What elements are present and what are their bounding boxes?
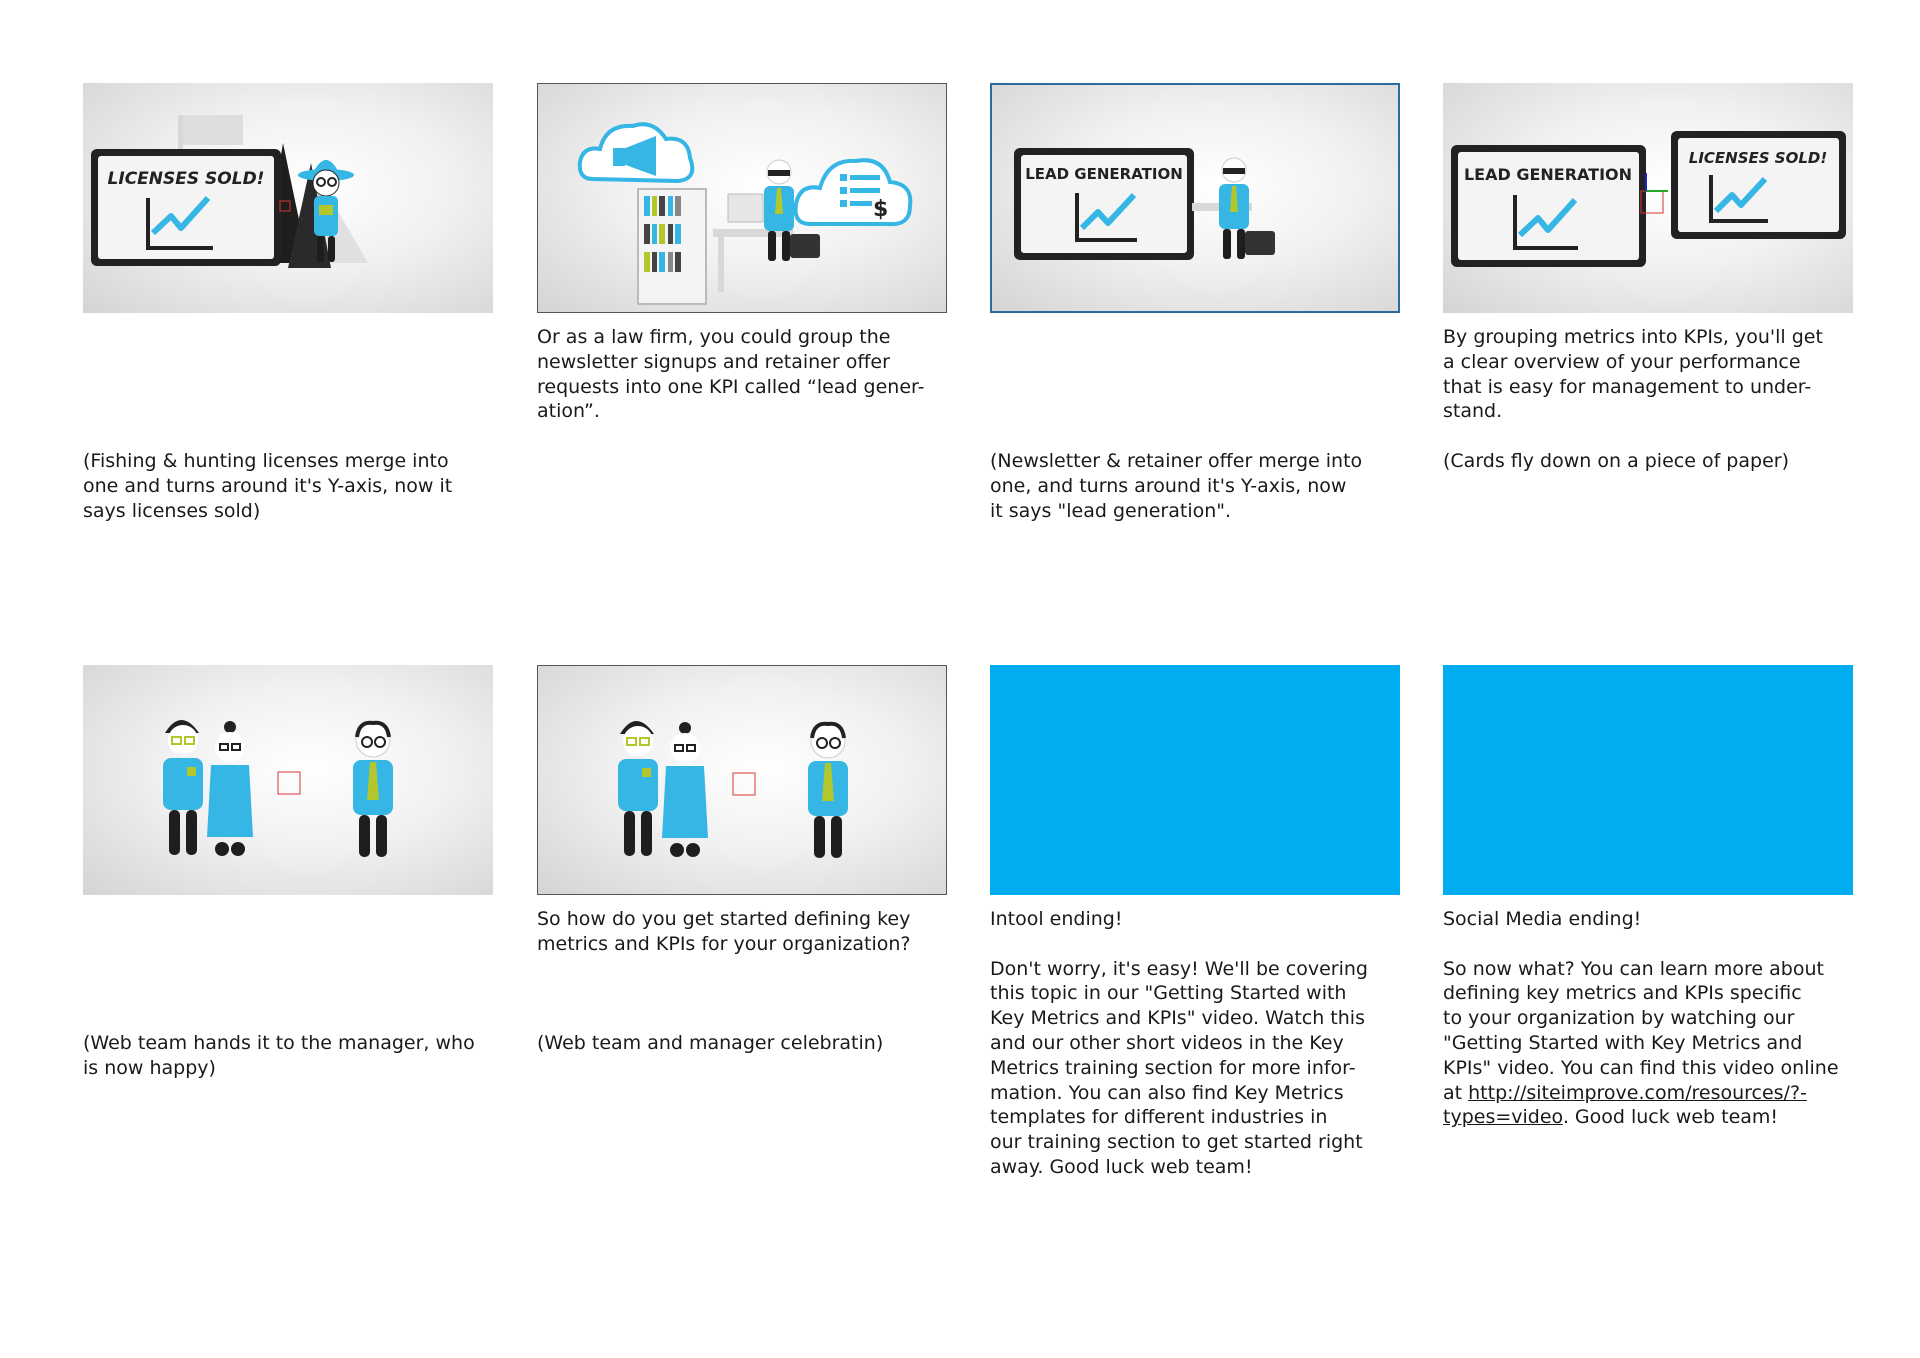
panel-direction: (Fishing & hunting licenses merge into one and turns around it's Y-axis, now it says licenses sold) — [83, 450, 453, 522]
storyboard-panel-2 — [537, 83, 947, 423]
panel-caption: By grouping metrics into KPIs, you'll get a clear overview of your performance that is easy for management to under- stand. — [1443, 326, 1823, 423]
storyboard-panel-6 — [537, 665, 947, 1054]
storyboard-panel-8 — [1443, 665, 1853, 1129]
storyboard-panel-5 — [83, 665, 493, 1079]
frame-lead-generation — [990, 83, 1400, 313]
frame-two-kpi-boards — [1443, 83, 1853, 313]
two-kpi-boards-illustration — [1443, 83, 1853, 313]
storyboard-panel-4 — [1443, 83, 1853, 472]
panel-direction: (Web team and manager celebratin) — [537, 1032, 884, 1054]
panel-direction: (Web team hands it to the manager, who is now happy) — [83, 1032, 475, 1079]
board-title-right: LICENSES SOLD! — [1688, 149, 1828, 167]
svg-text:$: $ — [873, 197, 889, 222]
board-title: LICENSES SOLD! — [107, 169, 265, 189]
licenses-sold-illustration — [83, 83, 493, 313]
panel-caption: Or as a law firm, you could group the newsletter signups and retainer offer requests into one KPI called “lead gener- ation”. — [537, 326, 925, 423]
panel-caption: Intool ending! Don't worry, it's easy! We'll be covering this topic in our "Getting Started with Key Metrics and KPIs" video. Watch this and our other short videos in the Key Metrics training section for more infor- mation. You can also find Key Metrics templates for different industries in our training section to get started right away. Good luck web team! — [990, 908, 1368, 1178]
frame-web-team-manager — [83, 665, 493, 895]
board-title: LEAD GENERATION — [1025, 165, 1183, 183]
frame-licenses-sold — [83, 83, 493, 313]
storyboard-panel-7 — [990, 665, 1400, 1178]
celebration-illustration — [538, 666, 947, 895]
law-firm-illustration — [538, 84, 947, 313]
panel-caption — [1443, 907, 1853, 1130]
caption-text-after-link: . Good luck web team! — [1562, 1106, 1779, 1129]
frame-social-media-ending — [1443, 665, 1853, 895]
frame-law-firm — [537, 83, 947, 313]
panel-direction: (Newsletter & retainer offer merge into one, and turns around it's Y-axis, now it says "lead generation". — [990, 450, 1363, 522]
panel-caption: So how do you get started defining key metrics and KPIs for your organization? — [537, 908, 911, 955]
board-title-left: LEAD GENERATION — [1463, 165, 1633, 184]
frame-celebration — [537, 665, 947, 895]
resources-link[interactable]: http://siteimprove.com/resources/?- types=video — [1443, 1081, 1807, 1129]
panel-direction: (Cards fly down on a piece of paper) — [1443, 450, 1789, 472]
storyboard-panel-3 — [990, 83, 1400, 522]
web-team-manager-illustration — [83, 665, 493, 895]
storyboard-panel-1 — [83, 83, 493, 522]
frame-intool-ending — [990, 665, 1400, 895]
caption-text-before-link: Social Media ending! So now what? You can learn more about defining key metrics and KPIs specific to your organization by watching our "Getting Started with Key Metrics and KPIs" video. You can find this video online at — [1443, 908, 1839, 1104]
lead-generation-illustration — [992, 85, 1400, 313]
